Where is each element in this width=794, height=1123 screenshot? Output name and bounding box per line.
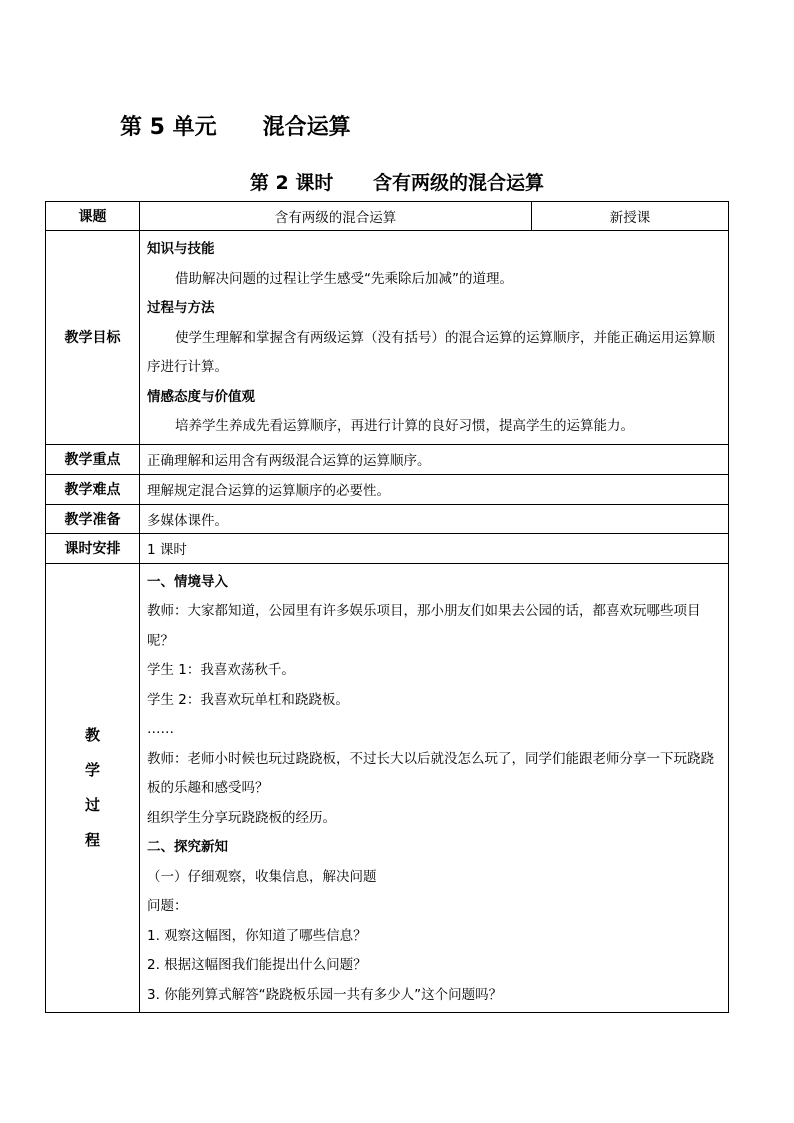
lesson-type: 新授课 <box>532 202 729 231</box>
process-line: 问题： <box>147 898 188 914</box>
key-point-value: 正确理解和运用含有两级混合运算的运算顺序。 <box>140 444 729 474</box>
process-line: 3. 你能列算式解答“跷跷板乐园一共有多少人”这个问题吗？ <box>147 986 503 1003</box>
process-line: 学生 1：我喜欢荡秋千。 <box>147 662 295 678</box>
process-label-char: 程 <box>84 830 100 849</box>
objectives-row <box>46 231 729 445</box>
process-line: 教师：大家都知道，公园里有许多娱乐项目，那小朋友们如果去公园的话，都喜欢玩哪些项目呢？ <box>147 603 701 649</box>
process-label-char: 教 <box>84 725 100 744</box>
emotion-text: 培养学生养成先看运算顺序，再进行计算的良好习惯，提高学生的运算能力。 <box>175 418 634 434</box>
unit-title: 第 5 单元 混合运算 <box>120 115 351 140</box>
lesson-plan-table <box>45 201 729 1013</box>
process-line: （一）仔细观察，收集信息，解决问题 <box>147 868 377 885</box>
schedule-value: 1 课时 <box>140 533 729 563</box>
process-text: 使学生理解和掌握含有两级运算（没有括号）的混合运算的运算顺序，并能正确运用运算顺序进行计算。 <box>147 329 715 375</box>
schedule-label: 课时安排 <box>46 533 140 563</box>
process-heading: 过程与方法 <box>147 300 215 316</box>
preparation-value: 多媒体课件。 <box>140 504 729 533</box>
process-line: 教师：老师小时候也玩过跷跷板，不过长大以后就没怎么玩了，同学们能跟老师分享一下玩跷跷板的乐趣和感受吗？ <box>147 750 714 796</box>
process-line: 学生 2：我喜欢玩单杠和跷跷板。 <box>147 691 349 708</box>
knowledge-text: 借助解决问题的过程让学生感受“先乘除后加减”的道理。 <box>175 270 513 287</box>
process-row <box>46 563 729 1013</box>
lesson-title: 第 2 课时 含有两级的混合运算 <box>249 172 545 194</box>
section-heading-explore: 二、探究新知 <box>147 839 228 855</box>
process-line: 1. 观察这幅图，你知道了哪些信息？ <box>147 927 367 944</box>
process-line: 组织学生分享玩跷跷板的经历。 <box>147 809 336 826</box>
knowledge-heading: 知识与技能 <box>147 241 215 257</box>
process-label-char: 过 <box>84 795 100 814</box>
emotion-heading: 情感态度与价值观 <box>147 388 255 405</box>
difficulty-label: 教学难点 <box>46 474 140 504</box>
difficulty-row <box>46 474 729 504</box>
objectives-label: 教学目标 <box>46 231 140 445</box>
topic-value: 含有两级的混合运算 <box>140 202 532 231</box>
process-label <box>46 563 140 1013</box>
topic-label: 课题 <box>46 202 140 231</box>
topic-row <box>46 202 729 231</box>
process-label-char: 学 <box>84 760 100 779</box>
objectives-content <box>140 231 729 445</box>
process-content <box>140 563 729 1013</box>
schedule-row <box>46 533 729 563</box>
preparation-row <box>46 504 729 533</box>
preparation-label: 教学准备 <box>46 504 140 533</box>
process-line: …… <box>147 721 174 737</box>
section-heading-intro: 一、情境导入 <box>147 573 228 590</box>
key-point-row <box>46 444 729 474</box>
difficulty-value: 理解规定混合运算的运算顺序的必要性。 <box>140 474 729 504</box>
key-point-label: 教学重点 <box>46 444 140 474</box>
process-line: 2. 根据这幅图我们能提出什么问题？ <box>147 957 367 973</box>
